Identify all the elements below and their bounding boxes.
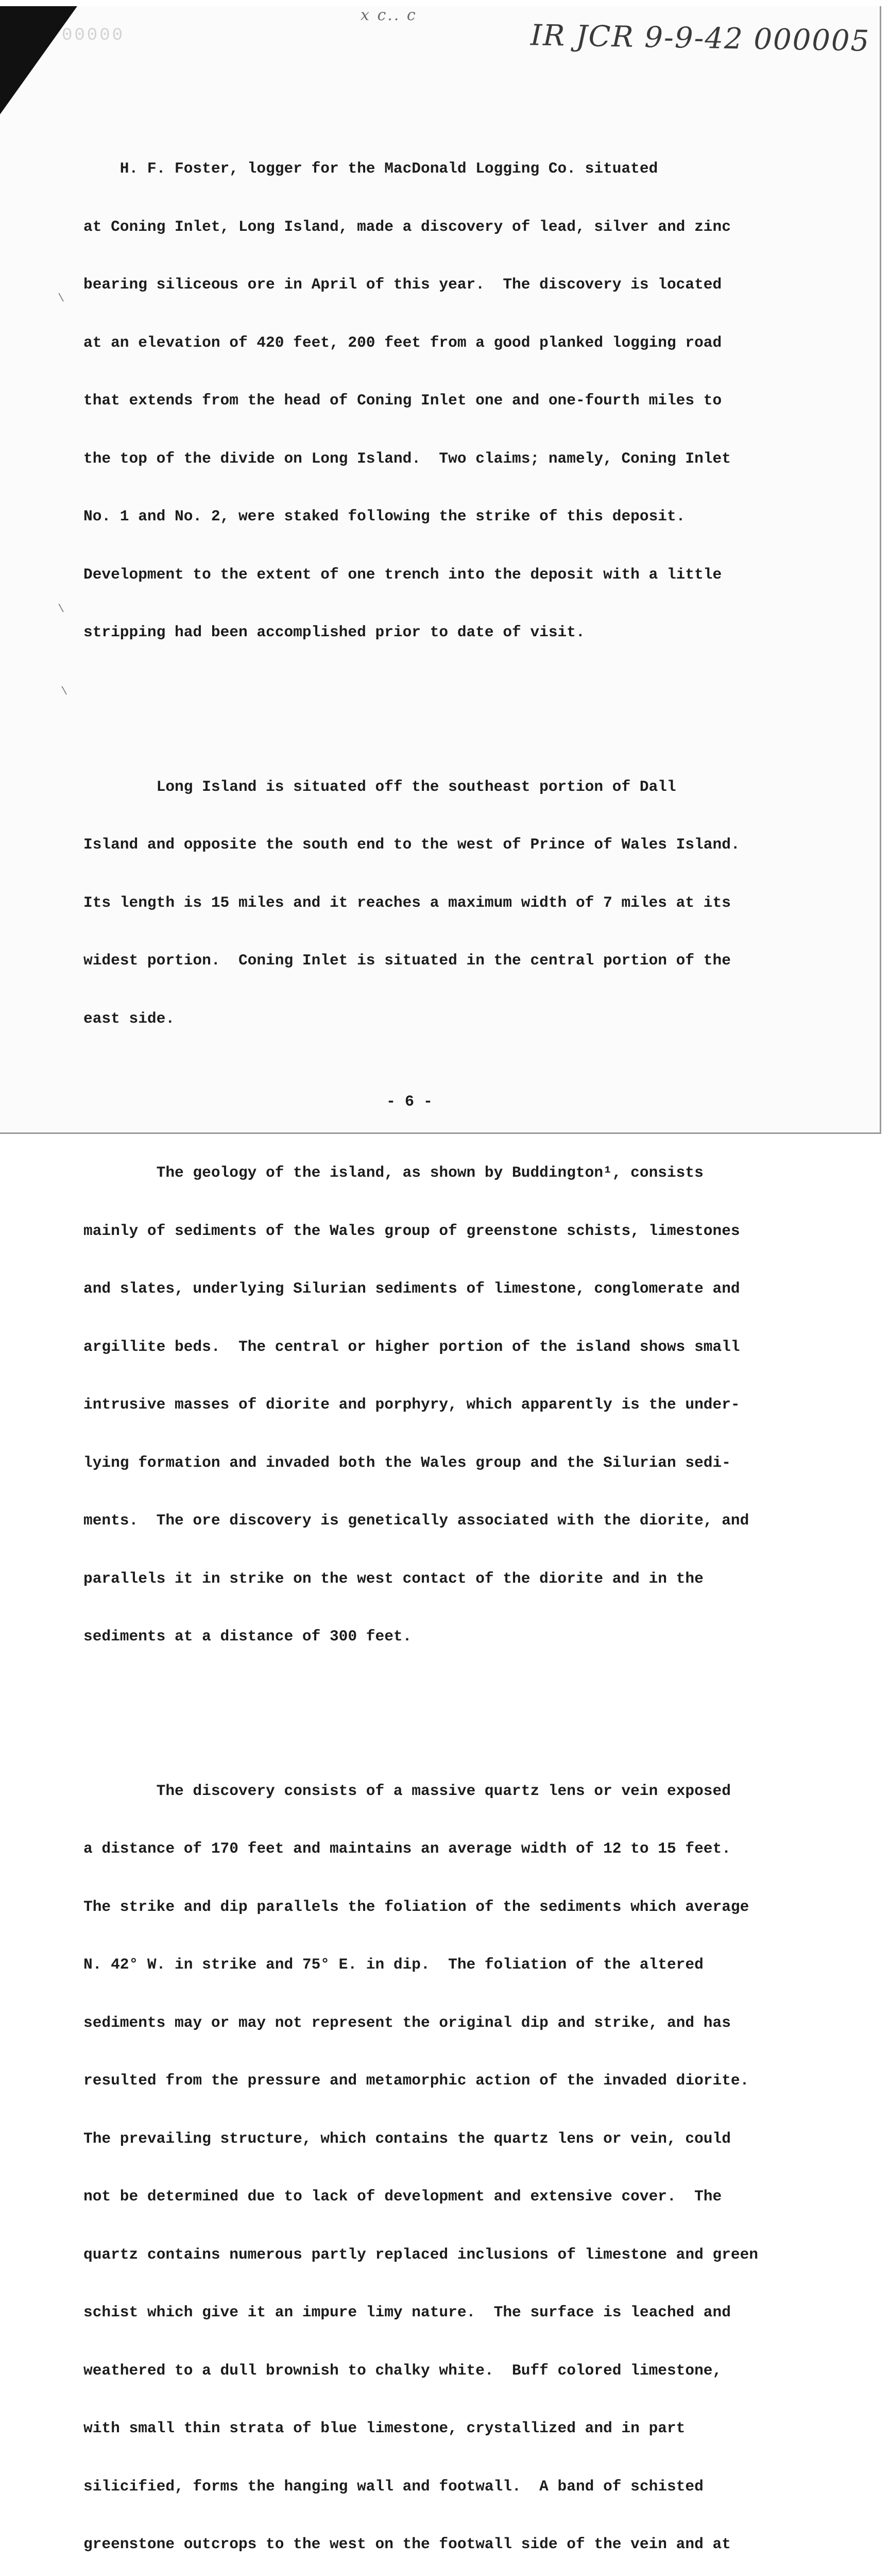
text-line: bearing siliceous ore in April of this year. The discovery is located [83, 275, 815, 295]
text-line: east side. [83, 1009, 815, 1029]
margin-mark: \ [61, 685, 67, 698]
paragraph-3 [83, 1125, 815, 1685]
text-line: The discovery consists of a massive quartz lens or vein exposed [83, 1782, 815, 1801]
paragraph-4 [83, 1743, 815, 2576]
text-line: argillite beds. The central or higher portion of the island shows small [83, 1337, 815, 1357]
text-line: Development to the extent of one trench into the deposit with a little [83, 565, 815, 585]
text-line: intrusive masses of diorite and porphyry, which apparently is the under- [83, 1395, 815, 1415]
text-line: quartz contains numerous partly replaced inclusions of limestone and green [83, 2245, 815, 2265]
text-line: schist which give it an impure limy nature. The surface is leached and [83, 2303, 815, 2323]
text-line: with small thin strata of blue limestone, crystallized and in part [83, 2419, 815, 2438]
text-line: the top of the divide on Long Island. Two claims; namely, Coning Inlet [83, 449, 815, 469]
page-number: - 6 - [386, 1093, 433, 1111]
text-line: not be determined due to lack of development and extensive cover. The [83, 2187, 815, 2207]
text-line: silicified, forms the hanging wall and footwall. A band of schisted [83, 2477, 815, 2497]
text-line: greenstone outcrops to the west on the footwall side of the vein and at [83, 2535, 815, 2554]
text-line: at Coning Inlet, Long Island, made a discovery of lead, silver and zinc [83, 217, 815, 237]
handwritten-scribble: x c.. c [361, 6, 417, 24]
text-line: widest portion. Coning Inlet is situated in the central portion of the [83, 951, 815, 971]
paragraph-2 [83, 739, 815, 1067]
text-line: H. F. Foster, logger for the MacDonald Logging Co. situated [83, 159, 815, 179]
document-body [83, 82, 815, 2576]
page-stamp: 00000 [62, 26, 125, 45]
text-line: ments. The ore discovery is genetically associated with the diorite, and [83, 1511, 815, 1531]
text-line: N. 42° W. in strike and 75° E. in dip. The foliation of the altered [83, 1955, 815, 1975]
document-page [0, 6, 881, 1134]
paragraph-1 [83, 121, 815, 681]
text-line: Its length is 15 miles and it reaches a maximum width of 7 miles at its [83, 893, 815, 913]
margin-mark: \ [58, 292, 64, 305]
text-line: and slates, underlying Silurian sediments of limestone, conglomerate and [83, 1279, 815, 1299]
text-line: Island and opposite the south end to the west of Prince of Wales Island. [83, 835, 815, 855]
text-line: weathered to a dull brownish to chalky white. Buff colored limestone, [83, 2361, 815, 2381]
handwritten-reference: IR JCR 9-9-42 000005 [530, 19, 870, 58]
text-line: stripping had been accomplished prior to date of visit. [83, 623, 815, 642]
text-line: The geology of the island, as shown by Buddington¹, consists [83, 1163, 815, 1183]
text-line: The prevailing structure, which contains the quartz lens or vein, could [83, 2129, 815, 2149]
text-line: sediments at a distance of 300 feet. [83, 1627, 815, 1647]
text-line: resulted from the pressure and metamorphic action of the invaded diorite. [83, 2071, 815, 2091]
text-line: The strike and dip parallels the foliation of the sediments which average [83, 1897, 815, 1917]
text-line: mainly of sediments of the Wales group of greenstone schists, limestones [83, 1222, 815, 1241]
text-line: at an elevation of 420 feet, 200 feet from a good planked logging road [83, 333, 815, 353]
page-corner-mark [0, 6, 77, 114]
text-line: that extends from the head of Coning Inlet one and one-fourth miles to [83, 391, 815, 411]
text-line: a distance of 170 feet and maintains an average width of 12 to 15 feet. [83, 1839, 815, 1859]
text-line: Long Island is situated off the southeast portion of Dall [83, 777, 815, 797]
text-line: No. 1 and No. 2, were staked following the strike of this deposit. [83, 507, 815, 527]
text-line: lying formation and invaded both the Wales group and the Silurian sedi- [83, 1453, 815, 1473]
text-line: sediments may or may not represent the original dip and strike, and has [83, 2013, 815, 2033]
margin-mark: \ [58, 603, 64, 616]
text-line: parallels it in strike on the west contact of the diorite and in the [83, 1569, 815, 1589]
